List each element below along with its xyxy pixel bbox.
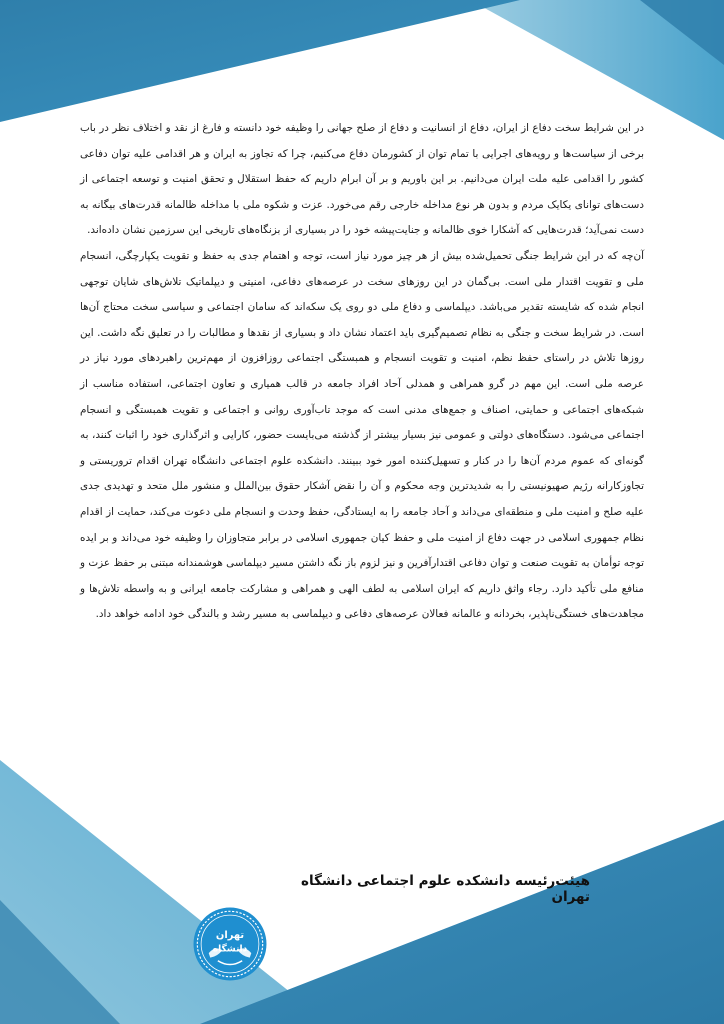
paragraph-2: آن‌چه که در این شرایط جنگی تحمیل‌شده بیش از هر چیز مورد نیاز است، توجه و اهتمام جدی به حفظ و تقویت یکپارچگی، انسجام ملی و تقویت اقتدار ملی است. بی‌گمان در این روزهای سخت در عرصه‌های دفاعی، امنیتی و دیپلماتیک تلاش‌های شایان توجهی انجام شده که شایسته تقدیر می‌باشد. دیپلماسی و دفاع ملی دو روی یک سکه‌اند که سامان اجتماعی و سیاسی سخت محتاج آن‌ها است. در شرایط سخت و جنگی به نظام تصمیم‌گیری باید اعتماد نشان داد و بسیاری از نقدها و مطالبات را در تعلیق نگه داشت. این روزها تلاش در راستای حفظ نظم، امنیت و تقویت انسجام و همبستگی اجتماعی روزافزون از مهم‌ترین راهبردهای مورد نیاز در عرصه ملی است. این مهم در گرو همراهی و همدلی آحاد افراد جامعه در قالب همیاری و تعاون اجتماعی، استفاده مناسب از شبکه‌های اجتماعی و حمایتی، اصناف و جمع‌های مدنی است که موجد تاب‌آوری روانی و اجتماعی و تقویت همبستگی و انسجام اجتماعی می‌شود. دستگاه‌های دولتی و عمومی نیز بسیار بیشتر از گذشته می‌بایست حضور، کارایی و اثرگذاری خود را اثبات کنند، به گونه‌ای که عموم مردم آن‌ها را در کنار و تسهیل‌کننده امور خود ببینند. دانشکده علوم اجتماعی دانشگاه تهران اقدام تروریستی و تجاوزکارانه رژیم صهیونیستی را به شدیدترین وجه محکوم و آن را نقض آشکار حقوق بین‌الملل و منشور ملل متحد و تهدیدی جدی علیه صلح و امنیت ملی و منطقه‌ای می‌داند و آحاد جامعه را به ایستادگی، حفظ وحدت و انسجام ملی دعوت می‌کند، حمایت از اقدام نظام جمهوری اسلامی در جهت دفاع از امنیت ملی و حفظ کیان جمهوری اسلامی در برابر متجاوزان را وظیفه خود می‌داند و بر ایده توجه توأمان به تقویت صنعت و توان دفاعی اقتدارآفرین و نیز لزوم باز نگه داشتن مسیر دیپلماسی هوشمندانه مبتنی بر حفظ عزت و منافع ملی تأکید دارد. رجاء واثق داریم که ایران اسلامی به لطف الهی و همراهی و مشارکت جامعه ایرانی و به واسطه تلاش‌ها و مجاهدت‌های خستگی‌ناپذیر، بخردانه و عالمانه فعالان عرصه‌های دفاعی و دیپلماسی به مسیر رشد و بالندگی خود ادامه خواهد داد. [80,249,644,621]
seal-text-bottom: دانشگاه [212,944,248,955]
university-of-tehran-seal-icon [192,906,268,982]
top-left-dark-band [0,0,520,122]
paragraph-1: در این شرایط سخت دفاع از ایران، دفاع از انسانیت و دفاع از صلح جهانی را وظیفه خود دانسته و فارغ از نقد و اختلاف نظر در باب برخی از سیاست‌ها و رویه‌های اجرایی با تمام توان از کشورمان دفاع می‌کنیم، چرا که تجاوز به ایران و هر اقدامی علیه توان دفاعی کشور را اقدامی علیه ملت ایران می‌دانیم. بر این باوریم و بر آن ابرام داریم که حفظ استقلال و تحقق امنیت و توسعه اجتماعی از دست‌های توانای یکایک مردم و بدون هر نوع مداخله خارجی رقم می‌خورد. عزت و شکوه ملی با مداخله ظالمانه قدرت‌های بیگانه به دست نمی‌آید؛ قدرت‌هایی که آشکارا خوی ظالمانه و جنایت‌پیشه خود را در بسیاری از بزنگاه‌های تاریخی این سرزمین نشان داده‌اند. [80,122,644,237]
signature: هیئت‌رئیسه دانشکده علوم اجتماعی دانشگاه تهران [301,873,590,905]
seal-text-top: تهران [215,929,245,941]
bottom-right-dark-band [200,820,724,1024]
statement-body [80,116,644,628]
